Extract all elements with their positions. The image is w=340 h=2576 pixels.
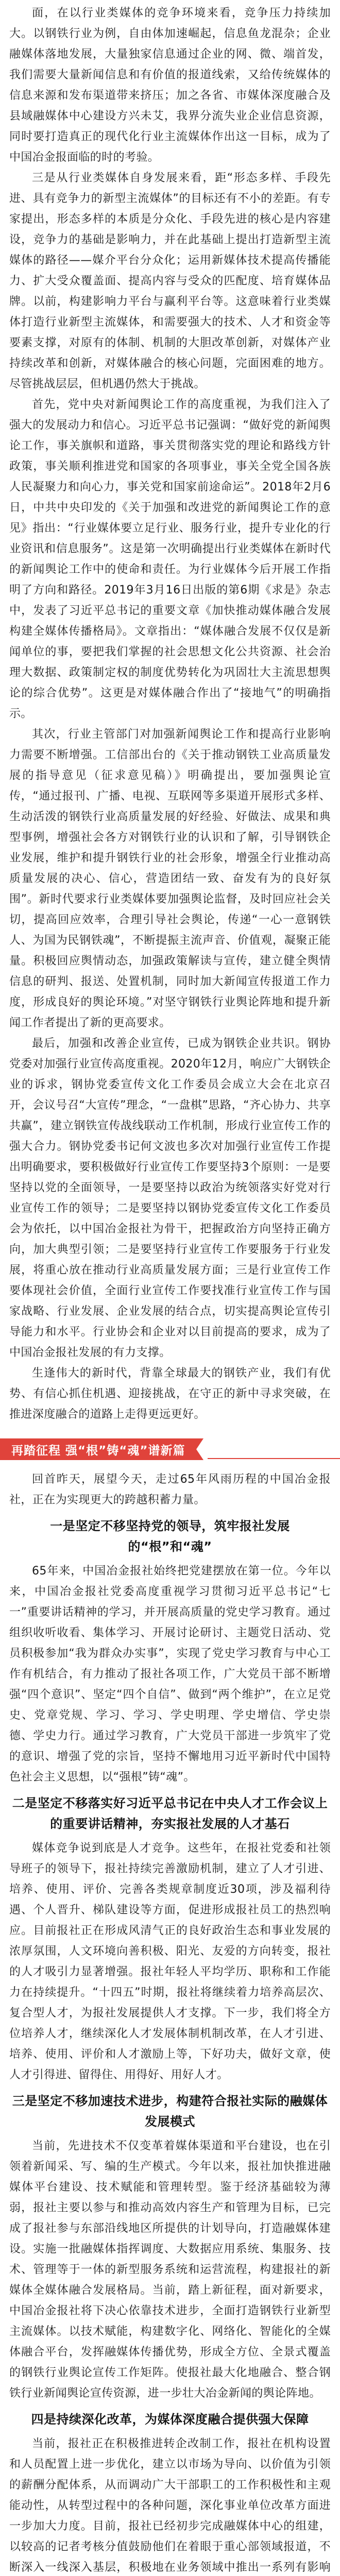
- section-heading-line: 的重要讲话精神，夯实报社发展的人才基石: [50, 1817, 290, 1831]
- article-paragraph: 当前，先进技术不仅变革着媒体渠道和平台建设，也在引领着新闻采、写、编的生产模式。今年以来，报社加快推进融媒体平台建设、技术赋能和管理转型。鉴于经济基础较为薄弱，报社主要以参与和推动高效内容生产和管理为目标，已完成了报社参与东部沿线地区所提供的计划导向，打造融媒体建设。实施一批融媒体指挥调度、大数据应用系统、集服务、技术、管理等于一体的新型服务系统和运营流程，构建报社的新媒体全媒体融合发展格局。当前，踏上新征程，面对新要求，中国冶金报社将下决心依靠技术进步，全面打造钢铁行业新型主流媒体。以技术赋能，构建数字化、网络化、智能化的全媒体融合平台，发挥融媒体传播优势，形成全方位、全景式覆盖的钢铁行业舆论宣传工作矩阵。使报社最大化地融合、整合钢铁行业新闻舆论宣传资源，进一步壮大冶金新闻的舆论阵地。: [9, 2140, 331, 2400]
- article-paragraph: 生逢伟大的新时代，背靠全球最大的钢铁产业，我们有优势、有信心抓住机遇、迎接挑战，在守正的新中寻求突破，在推进深度融合的道路上走得更远更好。: [9, 1367, 331, 1421]
- section-heading: [9, 1793, 331, 1834]
- article-paragraph: 首先，党中央对新闻舆论工作的高度重视，为我们注入了强大的发展动力和信心。习近平总书记强调：“做好党的新闻舆论工作，事关旗帜和道路，事关贯彻落实党的理论和路线方针政策，事关顺利推进党和国家的各项事业，事关全党全国各族人民凝聚力和向心力，事关党和国家前途命运”。2018年2月6日，中共中央印发的《关于加强和改进党的新闻舆论工作的意见》指出：“行业媒体要立足行业、服务行业，提升专业化的行业资讯和信息服务”。这是第一次明确提出行业类媒体在新时代的新闻舆论工作中的使命和责任。为行业媒体今后开展工作指明了方向和路径。2019年3月16日出版的第6期《求是》杂志中，发表了习近平总书记的重要文章《加快推动媒体融合发展 构建全媒体传播格局》。文章指出：“媒体融合发展不仅仅是新闻单位的事，要把我们掌握的社会思想文化公共资源、社会治理大数据、政策制定权的制度优势转化为巩固壮大主流思想舆论的综合优势”。这更是对媒体融合作出了“接地气”的明确指示。: [9, 398, 331, 720]
- article-paragraph: 媒体竞争说到底是人才竞争。这些年，在报社党委和社领导班子的领导下，报社持续完善激励机制，建立了人才引进、培养、使用、评价、完善各类规章制度近30项，涉及福利待遇、个人晋升、梯队建设等方面，促进形成报社员工的热烈响应。目前报社正在形成风清气正的良好政治生态和事业发展的浓厚氛围，人文环境向善积极、阳光、友爱的方向转变，报社的人才吸引力显著增强。报社年轻人平均学历、职称和工作能力在持续提升。“十四五”时期，报社将继续着力培养高层次、复合型人才，为报社发展提供人才支撑。下一步，我们将全方位培养人才，继续深化人才发展体制机制改革，在人才引进、培养、使用、评价和人才激励上等，下好功夫，做好文章，使人才引得进、留得住、用得好、用好人才。: [9, 1842, 331, 2081]
- banner-underline: [208, 1458, 340, 1459]
- section-heading-line: 四是持续深化改革，为媒体深度融合提供强大保障: [31, 2412, 309, 2427]
- article-paragraph: 当前，报社正在积极推进转企改制工作，报社在机构设置和人员配置上进一步优化，建立以市场为导向、以价值为引领的薪酬分配体系，从而调动广大干部职工的工作积极性和主观能动性，从转型过程中的各种问题，深化事业单位改革方面进一步加大力度。目前，报社已经初步完成融媒体中心的组建，以较高的记者考核分值鼓励他们在着眼于重心部领域报道，不断深入一线深入基层，积极地在业务领域中推出一系列有影响: [9, 2437, 331, 2574]
- section-heading-line: 发展模式: [145, 2114, 195, 2129]
- section-heading-line: 二是坚定不移落实好习近平总书记在中央人才工作会议上: [12, 1796, 328, 1810]
- article-paragraph: 其次，行业主管部门对加强新闻舆论工作和提高行业影响力需要不断增强。工信部出台的《关于推动钢铁工业高质量发展的指导意见（征求意见稿）》明确提出，要加强舆论宣传，“通过报刊、广播、电视、互联网等多渠道开展形式多样、生动活泼的钢铁行业高质量发展的好经验、好做法、成果和典型事例，增强社会各方对钢铁行业的认识和了解，引导钢铁企业发展，维护和提升钢铁行业的社会形象，增强全行业推动高质量发展的决心、信心，营造团结一致、奋发有为的良好氛围”。新时代要求行业类媒体要加强舆论监督，及时回应社会关切，提高回应效率，合理引导社会舆论，传递“一心一意钢铁人、为国为民钢铁魂”，不断提振主流声音、价值观，凝聚正能量。积极回应舆情动态，加强政策解读与宣传，建立健全舆情信息的研判、报送、处置机制，同时加大新闻宣传报道工作力度，形成良好的舆论环境。”对坚守钢铁行业舆论阵地和提升新闻工作者提出了新的更高要求。: [9, 728, 331, 1029]
- article-paragraph: 回首昨天，展望今天，走过65年风雨历程的中国冶金报社，正在为实现更大的跨越积蓄力量。: [9, 1473, 331, 1506]
- section-banner-title: 再踏征程 强“根”铸“魂”谱新篇: [0, 1438, 196, 1460]
- banner-tail-decoration: [196, 1438, 203, 1460]
- section-heading-line: 三是坚定不移加速技术进步，构建符合报社实际的融媒体: [12, 2094, 328, 2108]
- article-paragraph: 最后，加强和改善企业宣传，已成为钢铁企业共识。钢协党委对加强行业宣传高度重视。2020年12月，响应广大钢铁企业的诉求，钢协党委宣传文化工作委员会成立大会在北京召开，会议号召“大宣传”理念，“一盘棋”思路，“齐心协力、共享共赢”，建立钢铁宣传战线联动工作机制，形成行业宣传工作的强大合力。钢协党委书记何文波也多次对加强行业宣传工作提出明确要求，要积极做好行业宣传工作要坚持3个原则：一是要坚持以党的全面领导，一是要坚持以政治为统领落实好党对行业宣传工作的领导；二是要坚持以钢协党委宣传文化工作委员会为依托，以中国冶金报社为骨干，把握政治方向坚持正确方向，加大典型引领；二是要坚持行业宣传工作要服务于行业发展，将重心放在推动行业高质量发展方面；三是行业宣传工作要体现社会价值，全面行业宣传工作要找准行业宣传工作与国家战略、行业发展、企业发展的结合点，切实提高舆论宣传引导能力和水平。行业协会和企业对以目前提高的要求，成为了中国冶金报社发展的有力支撑。: [9, 1037, 331, 1359]
- article-paragraph: 65年来，中国冶金报社始终把党建摆放在第一位。今年以来，中国冶金报社党委高度重视学习贯彻习近平总书记“七一”重要讲话精神的学习，并开展高质量的党史学习教育。通过组织收听收看、集体学习、开展讨论研讨、主题党日活动、党员积极参加“我为群众办实事”，实现了党史学习教育与中心工作有机结合，有力推动了报社各项工作，广大党员干部不断增强“四个意识”、坚定“四个自信”、做到“两个维护”，在立足党史、党章党规、学习、学习、学史明理、学史增信、学史崇德、学史力行。通过学习教育，广大党员干部进一步筑牢了党的意识、增强了党的宗旨，坚持不懈地用习近平新时代中国特色社会主义思想，以“强根”铸“魂”。: [9, 1565, 331, 1784]
- section-heading: [9, 1516, 331, 1557]
- article-paragraph: 三是从行业类媒体自身发展来看，距“形态多样、手段先进、具有竞争力的新型主流媒体”的目标还有不小的差距。有专家提出，形态多样的本质是分众化、手段先进的核心是内容建设，竞争力的基础是影响力，并在此基础上提出打造新型主流媒体的路径——媒介平台分众化；运用新媒体技术提高传播能力、扩大受众覆盖面、提高内容与受众的匹配度、培育媒体品牌。以前，构建影响力平台与赢利平台等。这意味着行业类媒体打造行业新型主流媒体，和需要强大的技术、人才和资金等要素支撑，对原有的体制、机制的大胆改革创新，对媒体产业持续改革和创新，对媒体融合的核心问题，完面困难的地方。尽管挑战层层，但机遇仍然大于挑战。: [9, 172, 331, 391]
- article-paragraph: 面，在以行业类媒体的竞争环境来看，竞争压力持续加大。以钢铁行业为例，自由体加速崛起，信息鱼龙混杂；企业融媒体落地发展，大量独家信息通过企业的网、微、端首发，我们需要大量新闻信息和有价值的报道线索，又给传统媒体的信息来源和发布渠道带来挤压；加之各省、市媒体深度融合及县域融媒体中心建设方兴未艾，我界分流失业企业信息资源，同时要打造真正的现代化行业主流媒体作出这一目标，成为了中国冶金报面临的时的考验。: [9, 7, 331, 164]
- section-heading: [9, 2409, 331, 2430]
- section-banner: [0, 1438, 340, 1460]
- section-heading-line: 一是坚定不移坚持党的领导，筑牢报社发展: [50, 1519, 290, 1533]
- section-heading: [9, 2091, 331, 2132]
- section-heading-line: 的“根”和“魂”: [128, 1539, 212, 1554]
